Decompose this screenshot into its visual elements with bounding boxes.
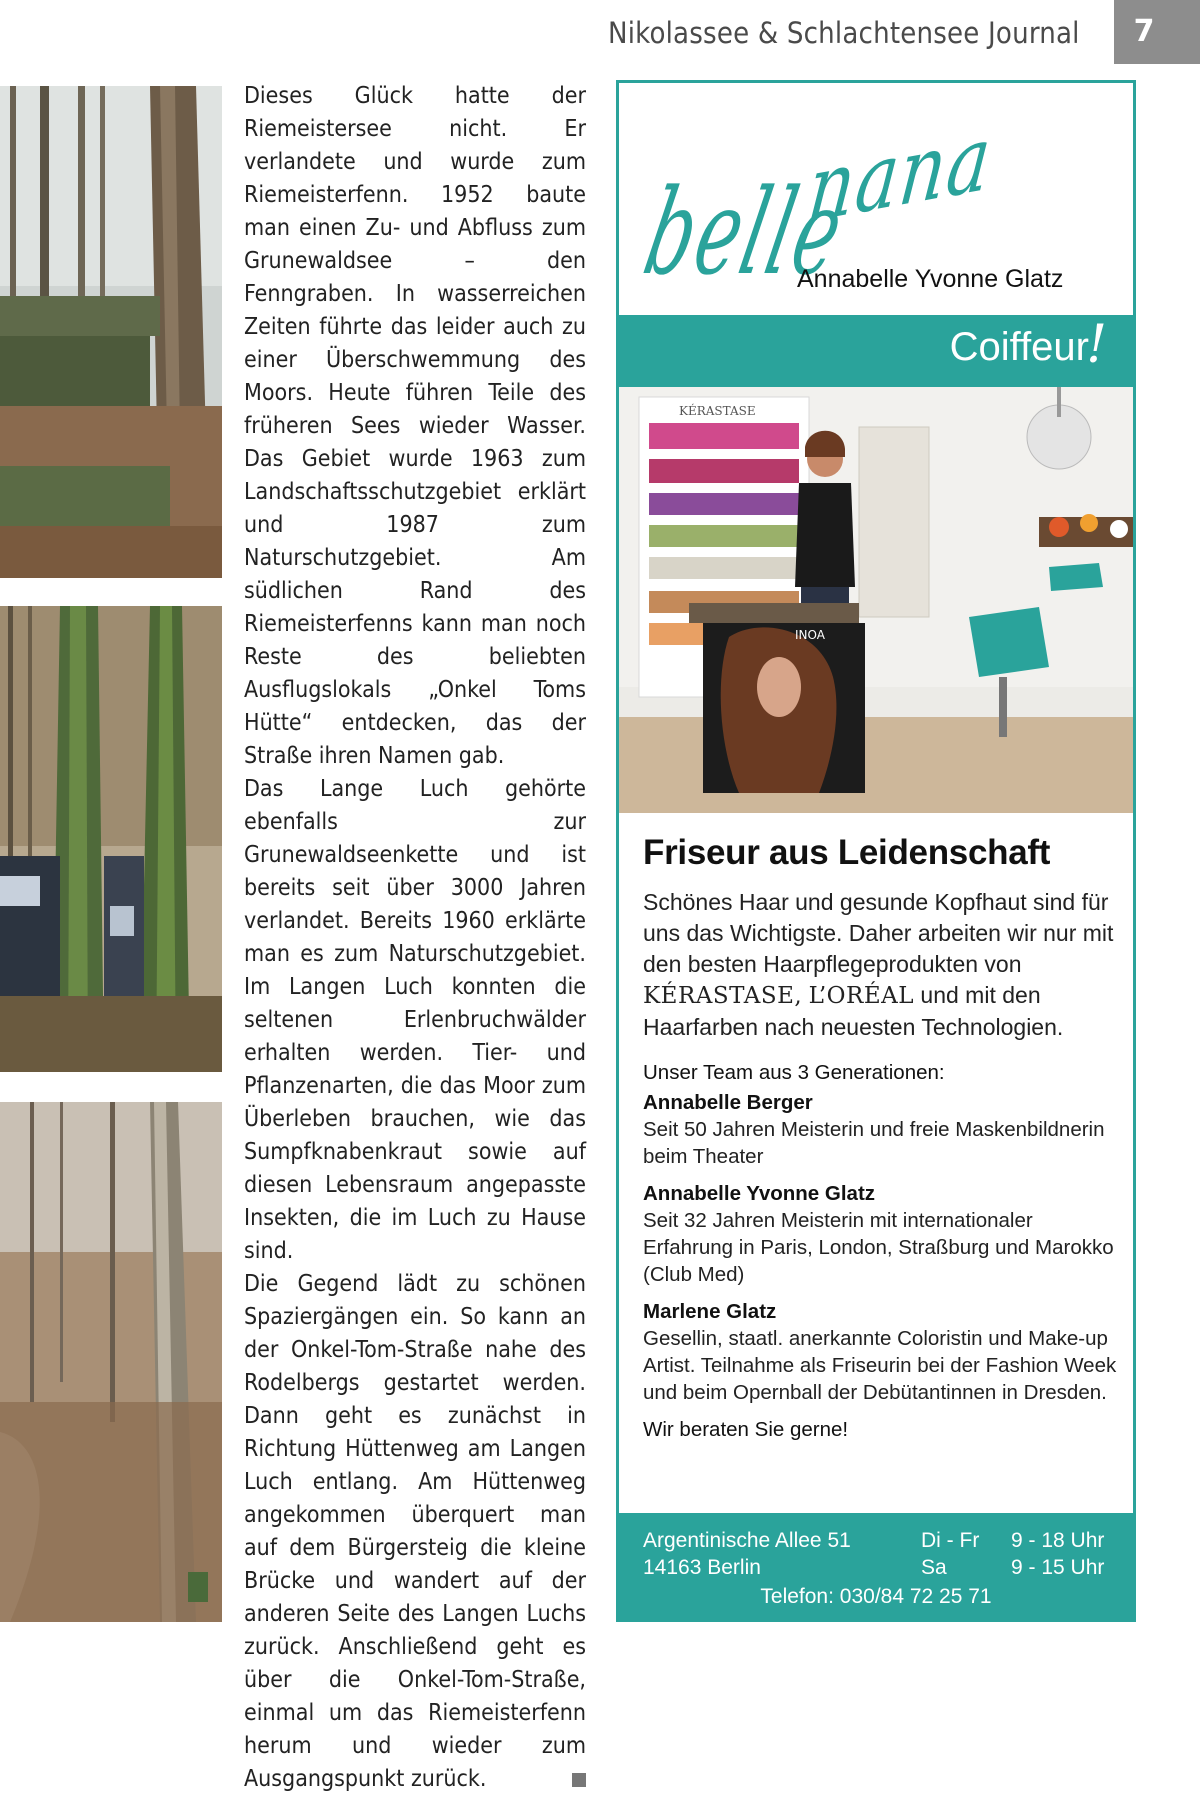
closing-line: Wir beraten Sie gerne! — [643, 1418, 849, 1441]
team-member — [643, 1089, 1117, 1170]
article-body — [244, 80, 586, 1796]
end-of-article-mark — [572, 1773, 586, 1787]
address-city: 14163 Berlin — [643, 1556, 761, 1579]
opening-hours — [921, 1527, 1104, 1581]
photo-brand-sign: KÉRASTASE — [679, 404, 756, 418]
journal-title: Nikolassee & Schlachtensee Journal — [608, 16, 1080, 50]
page-number: 7 — [1133, 14, 1155, 49]
hours-days: Sa — [921, 1556, 947, 1579]
coiffeur-label: Coiffeur — [949, 325, 1089, 369]
logo-word-nana: nana — [803, 104, 998, 244]
hours-row — [921, 1554, 1104, 1581]
hours-time: 9 - 18 Uhr — [1011, 1529, 1105, 1552]
brand-kerastase: KÉRASTASE, — [643, 983, 803, 1009]
ad-contact-footer — [619, 1513, 1133, 1619]
ad-intro-text: Schönes Haar und gesunde Kopfhaut sind für uns das Wichtigste. Daher arbeiten wir nur mit den besten Haarpflegeprodukten von — [643, 889, 1114, 977]
article-paragraph: Das Lange Luch gehörte ebenfalls zur Grunewaldseenkette und ist bereits seit über 3000 Jahren verlandet. Bereits 1960 erklärte man es zum Naturschutzgebiet. Im Langen Luch konnten die seltenen Erlenbruchwälder erhalten werden. Tier- und Pflanzenarten, die das Moor zum Überleben brauchen, wie das Sumpfknabenkraut sowie auf diesen Lebensraum angepasste Insekten, die im Luch zu Hause sind. — [244, 776, 586, 1264]
team-member-desc: Gesellin, staatl. anerkannte Coloristin und Make-up Artist. Teilnahme als Friseurin bei der Fashion Week und beim Opernball der Debütantinnen in Dresden. — [643, 1327, 1117, 1404]
photo-forest-path — [0, 1102, 222, 1622]
address-street: Argentinische Allee 51 — [643, 1529, 851, 1552]
coiffeur-band — [619, 315, 1133, 387]
article-paragraph — [244, 1268, 586, 1796]
salon-photo — [619, 387, 1133, 813]
hours-days: Di - Fr — [921, 1529, 980, 1552]
photo-riemeisterfenn-ruins — [0, 86, 222, 578]
logo-word-belle: belle — [634, 163, 857, 301]
team-member-name: Annabelle Berger — [643, 1091, 813, 1114]
team-member — [643, 1298, 1117, 1406]
ad-headline: Friseur aus Leidenschaft — [643, 833, 1051, 872]
team-member-name: Marlene Glatz — [643, 1300, 777, 1323]
photo-langes-luch — [0, 606, 222, 1072]
team-member-desc: Seit 32 Jahren Meisterin mit internationaler Erfahrung in Paris, London, Straßburg und Marokko (Club Med) — [643, 1209, 1114, 1286]
ad-logo — [619, 83, 1133, 315]
owner-name: Annabelle Yvonne Glatz — [797, 265, 1064, 293]
hours-row — [921, 1527, 1104, 1554]
hours-time: 9 - 15 Uhr — [1011, 1556, 1105, 1579]
address — [643, 1527, 851, 1581]
ad-intro-text-end: und mit den Haarfarben nach neuesten Technologien. — [643, 982, 1064, 1040]
brand-loreal: L’ORÉAL — [808, 983, 915, 1009]
coiffeur-exclamation-mark: ! — [1086, 315, 1107, 375]
article-paragraph: Dieses Glück hatte der Riemeistersee nicht. Er verlandete und wurde zum Riemeisterfenn. 1952 baute man einen Zu- und Abfluss zum Grunewaldsee – den Fenngraben. In wasserreichen Zeiten führte das leider auch zu einer Überschwemmung des Moors. Heute führen Teile des früheren Sees wieder Wasser. Das Gebiet wurde 1963 zum Landschaftsschutzgebiet erklärt und 1987 zum Naturschutzgebiet. Am südlichen Rand des Riemeisterfenns kann man noch Reste des beliebten Ausflugslokals „Onkel Toms Hütte“ entdecken, das der Straße ihren Namen gab. — [244, 83, 586, 769]
team-member — [643, 1180, 1117, 1288]
belle-nana-advertisement — [616, 80, 1136, 1622]
ad-intro — [643, 887, 1117, 1043]
ad-body — [643, 833, 1117, 1444]
photo-counter-sign: INOA — [795, 628, 825, 642]
team-member-desc: Seit 50 Jahren Meisterin und freie Maskenbildnerin beim Theater — [643, 1118, 1105, 1168]
article-paragraph-text: Die Gegend lädt zu schönen Spaziergängen ein. So kann an der Onkel-Tom-Straße nahe des Rodelbergs gestartet werden. Dann geht es zunächst in Richtung Hüttenweg am Langen Luch entlang. Am Hüttenweg angekommen überquert man auf dem Bürgersteig die kleine Brücke und wandert auf der anderen Seite des Langen Luchs zurück. Anschließend geht es über die Onkel-Tom-Straße, einmal um das Riemeisterfenn herum und wieder zum Ausgangspunkt zurück. — [244, 1271, 586, 1792]
team-member-name: Annabelle Yvonne Glatz — [643, 1182, 876, 1205]
team-heading: Unser Team aus 3 Generationen: — [643, 1061, 945, 1084]
phone-number: Telefon: 030/84 72 25 71 — [760, 1585, 992, 1608]
